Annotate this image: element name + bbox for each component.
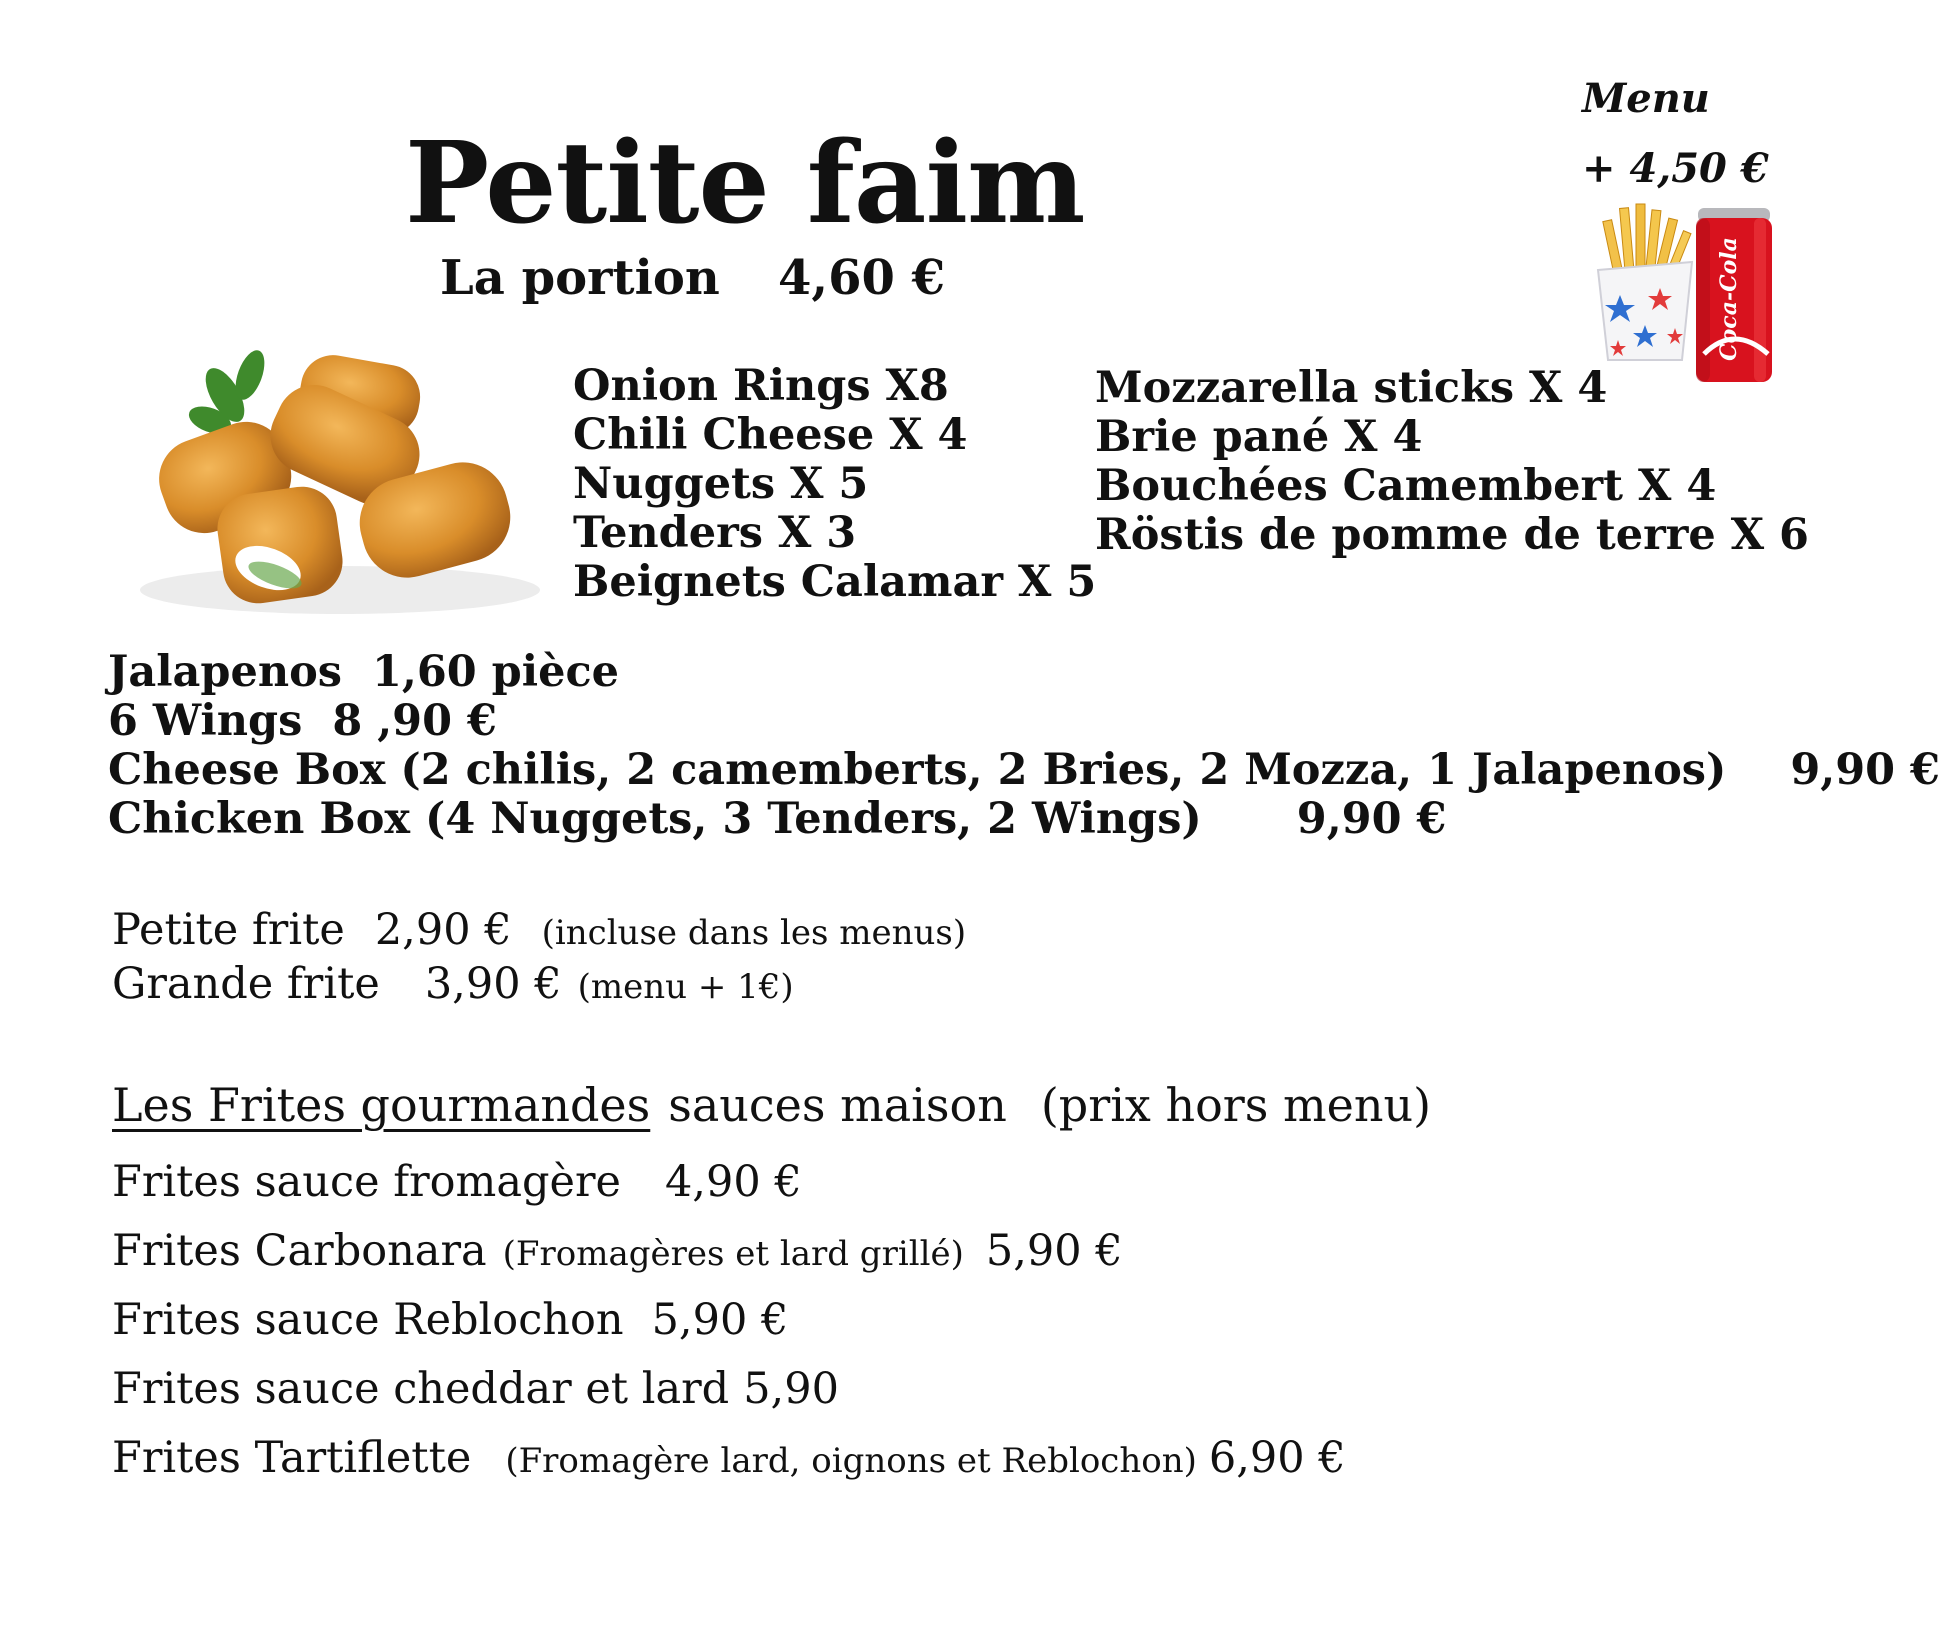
extra-name: Chicken Box (4 Nuggets, 3 Tenders, 2 Wings): [108, 794, 1202, 844]
portion-price: 4,60 €: [778, 250, 946, 306]
fries-price: 3,90 €: [424, 959, 562, 1009]
list-item: Mozzarella sticks X 4: [1095, 363, 1608, 413]
gourmet-price: 5,90 €: [985, 1226, 1123, 1276]
gourmet-note: (Fromagères et lard grillé): [502, 1234, 964, 1274]
extra-name: Jalapenos: [108, 647, 342, 697]
gourmet-list: [112, 1148, 1346, 1493]
portion-list-right: [1095, 364, 1809, 560]
extra-row: [108, 746, 1940, 795]
list-item: Brie pané X 4: [1095, 412, 1423, 462]
fries-row: [112, 957, 966, 1011]
gourmet-price: 5,90: [743, 1364, 839, 1414]
soda-can-image: [1694, 204, 1774, 390]
fries-note: (incluse dans les menus): [541, 913, 967, 953]
gourmet-price: 4,90 €: [664, 1157, 802, 1207]
list-item: Beignets Calamar X 5: [573, 557, 1097, 607]
gourmet-row: [112, 1424, 1346, 1493]
gourmet-name: Frites Tartiflette: [112, 1433, 472, 1483]
gourmet-heading-underlined: Les Frites gourmandes: [112, 1078, 651, 1132]
list-item: Onion Rings X8: [573, 361, 949, 411]
extra-row: [108, 795, 1940, 844]
gourmet-heading: [112, 1078, 1431, 1132]
gourmet-row: [112, 1148, 1346, 1217]
gourmet-price: 6,90 €: [1208, 1433, 1346, 1483]
list-item: Röstis de pomme de terre X 6: [1095, 510, 1809, 560]
portion-label: La portion: [440, 250, 720, 306]
gourmet-heading-rest: sauces maison: [668, 1078, 1007, 1132]
fries-list: [112, 903, 966, 1011]
extra-price: 9,90 €: [1296, 794, 1447, 844]
gourmet-name: Frites sauce cheddar et lard: [112, 1364, 730, 1414]
portion-list-left: [573, 362, 1096, 607]
gourmet-name: Frites sauce Reblochon: [112, 1295, 624, 1345]
fries-name: Petite frite: [112, 905, 345, 955]
gourmet-note: (Fromagère lard, oignons et Reblochon): [505, 1441, 1197, 1481]
nuggets-image: [100, 340, 560, 630]
page-title: Petite faim: [405, 118, 1085, 249]
gourmet-price: 5,90 €: [651, 1295, 789, 1345]
extra-name: Cheese Box (2 chilis, 2 camemberts, 2 Bries, 2 Mozza, 1 Jalapenos): [108, 745, 1727, 795]
list-item: Tenders X 3: [573, 508, 857, 558]
coca-cola-logo: Coca-Cola: [1716, 237, 1742, 361]
fries-cup-image: [1590, 200, 1700, 365]
extra-price: 9,90 €: [1790, 745, 1940, 795]
fries-note: (menu + 1€): [577, 967, 794, 1007]
gourmet-heading-note: (prix hors menu): [1040, 1078, 1432, 1132]
extras-list: [108, 648, 1940, 844]
extra-row: [108, 697, 1940, 746]
list-item: Chili Cheese X 4: [573, 410, 968, 460]
fries-row: [112, 903, 966, 957]
gourmet-name: Frites sauce fromagère: [112, 1157, 621, 1207]
gourmet-row: [112, 1355, 1346, 1424]
menu-label: Menu: [1582, 75, 1710, 122]
fries-price: 2,90 €: [374, 905, 512, 955]
list-item: Bouchées Camembert X 4: [1095, 461, 1717, 511]
gourmet-row: [112, 1286, 1346, 1355]
menu-price: + 4,50 €: [1582, 145, 1769, 192]
list-item: Nuggets X 5: [573, 459, 869, 509]
fries-name: Grande frite: [112, 959, 380, 1009]
gourmet-row: [112, 1217, 1346, 1286]
extra-row: [108, 648, 1940, 697]
extra-name: 6 Wings: [108, 696, 303, 746]
extra-price: 1,60 pièce: [371, 647, 619, 697]
gourmet-name: Frites Carbonara: [112, 1226, 487, 1276]
extra-price: 8 ,90 €: [332, 696, 497, 746]
